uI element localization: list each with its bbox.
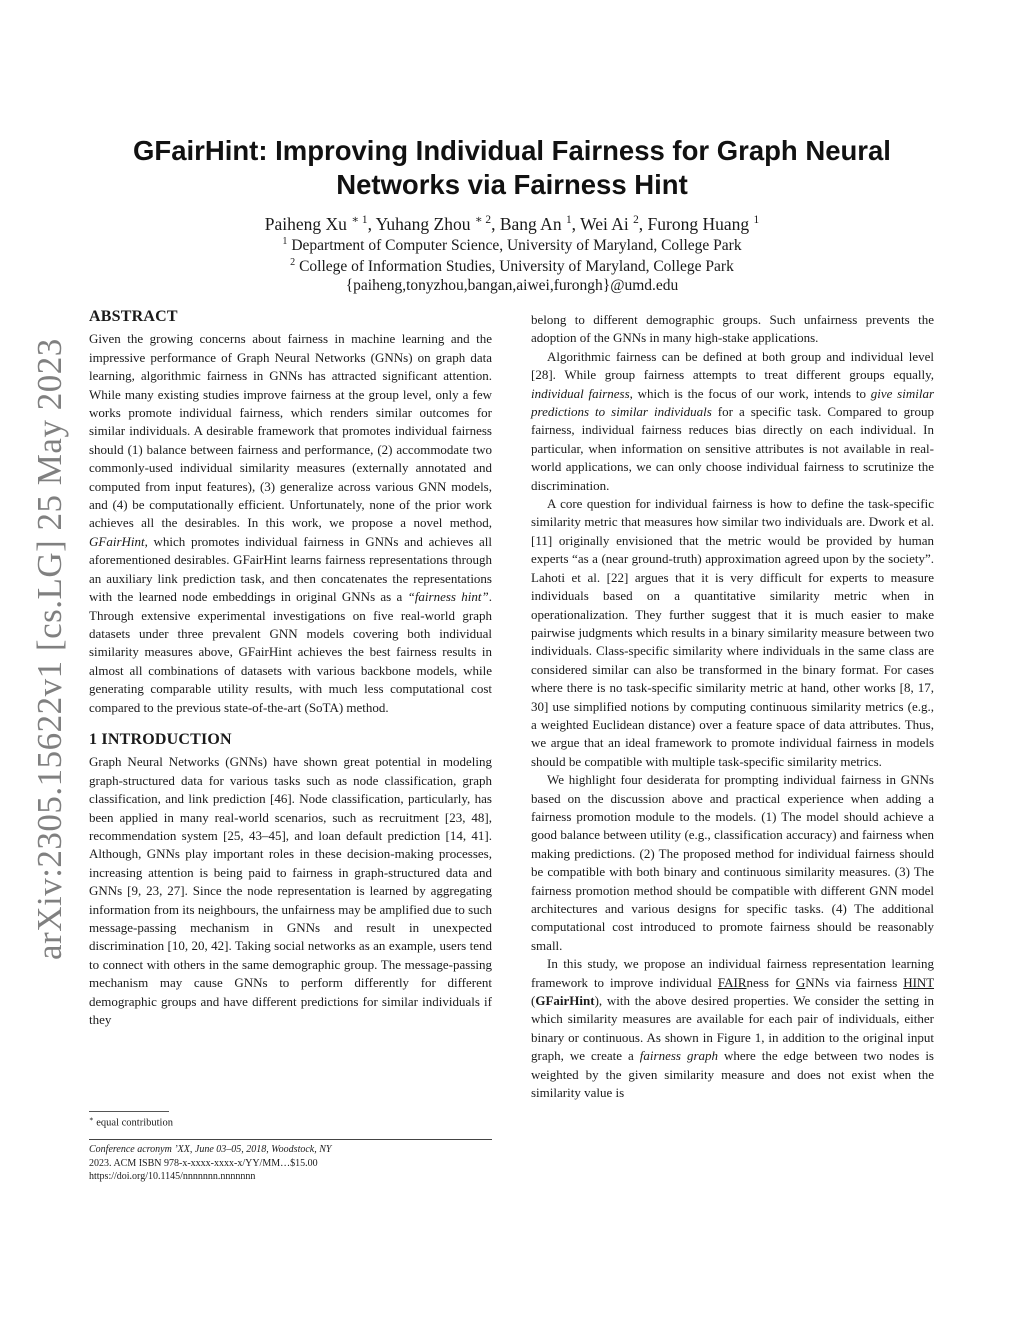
body-paragraph: Algorithmic fairness can be defined at both group and individual level [28]. While group fairness attempts to treat different groups equally, individual fairness, which is the focus of our work, intends to give similar predictions to similar individuals for a specific task. Compared to group fairness, individual fairness reduces bias directly on each individual. In particular, when information on sensitive attributes is not available in real-world applications, we can only choose individual fairness to scrutinize the discrimination.	[531, 348, 935, 493]
author-name: Furong Huang	[647, 213, 750, 234]
body-paragraph: We highlight four desiderata for prompting individual fairness in GNNs based on the discussion above and practical experience when adding a fairness promotion module to the models. (1) The model should achieve a good balance between utility (e.g., classification accuracy) and fairness when making predictions. (2) The proposed method for individual fairness should be compatible with both binary and continuous similarity measures. (3) The fairness promotion method should be compatible with different GNN model architectures and various designs for specific tasks. (4) The additional computational cost introduced to promote fairness should be reasonably small.	[531, 772, 934, 953]
paper-title	[100, 134, 924, 202]
title-line-2: Networks via Fairness Hint	[336, 169, 688, 200]
footnote	[89, 1115, 173, 1129]
conference-divider	[89, 1139, 492, 1140]
footnote-text: equal contribution	[96, 1117, 173, 1129]
conference-info	[89, 1143, 492, 1184]
body-paragraph: In this study, we propose an individual fairness representation learning framework to improve individual FAIRness for GNNs via fairness HINT (GFairHint), with the above desired properties. We consider the setting in which similarity measures are available for each pair of individuals, either binary or continuous. As shown in Figure 1, in addition to the original input graph, we create a fairness graph where the edge between two nodes is weighted by the given similarity measure and does not exist when the similarity value is	[531, 956, 935, 1101]
affiliation-text: Department of Computer Science, University of Maryland, College Park	[291, 237, 742, 255]
abstract-body: Given the growing concerns about fairness in machine learning and the impressive performance of Graph Neural Networks (GNNs) on graph data learning, algorithmic fairness in GNNs has attracted significant attention. While many existing studies improve fairness at the group level, only a few works promote individual fairness, which renders similar outcomes for similar individuals. A desirable framework that promotes individual fairness should (1) balance between fairness and performance, (2) accommodate two commonly-used individual similarity measures (externally annotated and computed from input features), (3) generalize across various GNN models, and (4) be computationally efficient. Unfortunately, none of the prior work achieves all the desirables. In this work, we propose a novel method, GFairHint, which promotes individual fairness in GNNs and achieves all aforementioned desirables. GFairHint learns fairness representations through an auxiliary link prediction task, and then concatenates the representations with the learned node embeddings in original GNNs as a “fairness hint”. Through extensive experimental investigations on five real-world graph datasets under three prevalent GNN models covering both individual similarity measures above, GFairHint achieves the best fairness results in almost all combinations of datasets with various backbone models, while generating comparable utility results, with much less computational cost compared to the previous state-of-the-art (SoTA) method.	[89, 331, 492, 715]
conference-name: Conference acronym ’XX, June 03–05, 2018, Woodstock, NY	[89, 1144, 332, 1155]
author-affiliation-mark: 1	[753, 214, 760, 226]
author-affiliation-mark: ∗ 2	[474, 214, 492, 226]
right-column	[531, 311, 934, 1102]
author-emails: {paiheng,tonyzhou,bangan,aiwei,furongh}@umd.edu	[345, 277, 679, 294]
affiliation-1	[100, 236, 924, 255]
left-column	[89, 308, 492, 1029]
author-name: Paiheng Xu	[264, 213, 347, 234]
doi-link[interactable]: https://doi.org/10.1145/nnnnnnn.nnnnnnn	[89, 1171, 256, 1182]
introduction-paragraph: Graph Neural Networks (GNNs) have shown great potential in modeling graph-structured data for various tasks such as node classification, graph classification, and link prediction [46]. Node classification, particularly, has been applied in many real-world scenarios, such as recruitment [23, 48], recommendation system [25, 43–45], and loan default prediction [14, 41]. Although, GNNs play important roles in these decision-making processes, increasing attention is being paid to fairness in graph-structured data and GNNs [9, 23, 27]. Since the node representation is learned by aggregating information from its neighbours, the unfairness may be amplified due to such message-passing mechanism in GNNs and result in unexpected discrimination [10, 20, 42]. Taking social networks as an example, users tend to connect with others in the same demographic group. The message-passing mechanism may cause GNNs to perform differently for different demographic groups and have different predictions for similar individuals if they	[89, 754, 492, 1028]
body-paragraph: A core question for individual fairness is how to define the task-specific similarity metric that measures how similar two individuals are. Dwork et al. [11] originally envisioned that the metric would be provided by human experts “as a (near ground-truth) approximation agreed upon by the society”. Lahoti et al. [22] argues that it is very difficult for experts to measure individuals based on a quantitative similarity metric when in operationalization. They further suggest that it is much easier to make pairwise judgments which results in a binary similarity measure between two individuals. Class-specific similarity where individuals in the same class are considered similar can also be transformed in the binary format. For cases where there is no task-specific similarity metric at hand, other works [8, 17, 30] use simplified notions by computing continuous similarity metrics (e.g., a weighted Euclidean distance) over a feature space of data attributes. Thus, we argue that an ideal framework to promote individual fairness in models should be compatible with multiple task-specific similarity metrics.	[531, 496, 934, 769]
introduction-heading: 1 INTRODUCTION	[89, 730, 232, 748]
arxiv-identifier-stamp: arXiv:2305.15622v1 [cs.LG] 25 May 2023	[30, 338, 69, 960]
author-affiliation-mark: ∗ 1	[351, 214, 368, 226]
affiliation-text: College of Information Studies, University of Maryland, College Park	[299, 258, 734, 276]
body-paragraph: belong to different demographic groups. Such unfairness prevents the adoption of the GNNs in many high-stake applications.	[531, 312, 934, 346]
conference-isbn: 2023. ACM ISBN 978-x-xxxx-xxxx-x/YY/MM…$15.00	[89, 1157, 318, 1169]
affiliation-mark: 2	[290, 257, 296, 268]
author-affiliation-mark: 1	[565, 214, 572, 226]
affiliation-mark: 1	[282, 236, 288, 247]
author-affiliation-mark: 2	[633, 214, 639, 226]
footnote-mark: ∗	[89, 1116, 94, 1123]
abstract-heading: ABSTRACT	[89, 308, 178, 325]
author-name: Yuhang Zhou	[375, 213, 471, 234]
author-name: Bang An	[499, 213, 562, 234]
affiliation-2	[100, 257, 924, 276]
author-name: Wei Ai	[580, 213, 629, 234]
title-line-1: GFairHint: Improving Individual Fairness for Graph Neural	[133, 135, 891, 166]
footnote-divider	[89, 1111, 169, 1112]
author-list: Paiheng Xu $^{∗ 1}$, Yuhang Zhou $^{∗ 2}$, Bang An $^1$, Wei Ai $^2$, Furong Huang $^1$	[264, 213, 760, 234]
